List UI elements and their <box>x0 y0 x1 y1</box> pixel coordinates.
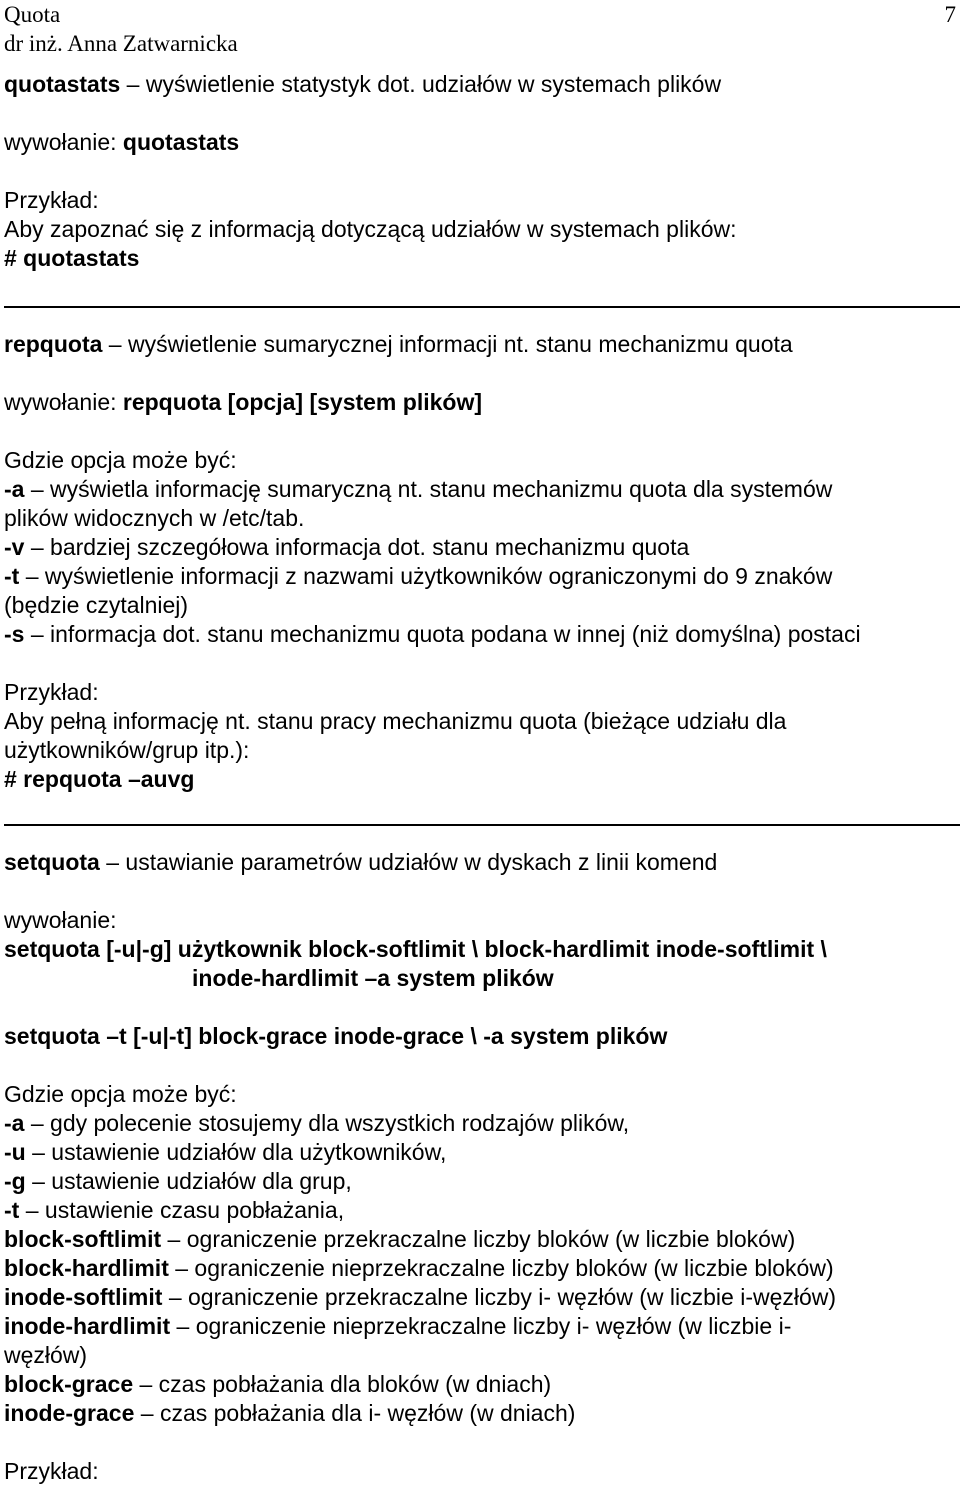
setquota-heading <box>4 848 956 877</box>
option-description: – czas pobłażania dla bloków (w dniach) <box>133 1371 552 1397</box>
option-description: – ustawienie udziałów dla użytkowników, <box>25 1139 447 1165</box>
command-name: quotastats <box>4 71 121 97</box>
option-description: – ograniczenie nieprzekraczalne liczby bloków (w liczbie bloków) <box>168 1255 834 1281</box>
option-flag: -v <box>4 534 25 560</box>
quotastats-call <box>4 128 956 157</box>
example-label: Przykład: <box>4 187 99 213</box>
option-description: – informacja dot. stanu mechanizmu quota podana w innej (niż domyślna) postaci <box>24 621 861 647</box>
document-title: Quota <box>4 2 61 27</box>
document-author: dr inż. Anna Zatwarnicka <box>4 31 238 56</box>
command-description: – ustawianie parametrów udziałów w dyskach z linii komend <box>99 849 718 875</box>
option-description: – bardziej szczegółowa informacja dot. stanu mechanizmu quota <box>24 534 690 560</box>
option-description: – wyświetla informację sumaryczną nt. stanu mechanizmu quota dla systemów <box>24 476 833 502</box>
option-flag: -t <box>4 1197 20 1223</box>
option-flag: -u <box>4 1139 26 1165</box>
example-label: Przykład: <box>4 679 99 705</box>
call-syntax: quotastats <box>122 129 240 155</box>
option-description: – czas pobłażania dla i- węzłów (w dniach) <box>134 1400 576 1426</box>
option-item <box>4 1283 956 1312</box>
example-text: użytkowników/grup itp.): <box>4 737 250 763</box>
repquota-call <box>4 388 956 417</box>
option-description: – ograniczenie przekraczalne liczby bloków (w liczbie bloków) <box>161 1226 796 1252</box>
option-item <box>4 1370 956 1399</box>
option-description: – ustawienie czasu pobłażania, <box>19 1197 345 1223</box>
option-item <box>4 1138 956 1167</box>
option-continuation: plików widocznych w /etc/tab. <box>4 505 305 531</box>
call-syntax-continuation: inode-hardlimit –a system plików <box>192 965 554 991</box>
example-label: Przykład: <box>4 1458 99 1484</box>
quotastats-heading <box>4 70 956 99</box>
command-name: setquota <box>4 849 100 875</box>
call-label: wywołanie: <box>4 907 117 933</box>
option-item <box>4 1196 956 1225</box>
option-item <box>4 1399 956 1428</box>
page-content <box>4 70 956 1486</box>
command-description: – wyświetlenie sumarycznej informacji nt. stanu mechanizmu quota <box>102 331 793 357</box>
option-flag: -a <box>4 476 25 502</box>
example-text: Aby pełną informację nt. stanu pracy mechanizmu quota (bieżące udziału dla <box>4 708 787 734</box>
option-flag: -g <box>4 1168 26 1194</box>
option-item <box>4 1167 956 1196</box>
option-item <box>4 1312 956 1341</box>
option-description: – gdy polecenie stosujemy dla wszystkich rodzajów plików, <box>24 1110 630 1136</box>
option-description: – wyświetlenie informacji z nazwami użytkowników ograniczonymi do 9 znaków <box>19 563 833 589</box>
option-item <box>4 533 956 562</box>
options-label: Gdzie opcja może być: <box>4 1081 237 1107</box>
option-flag: -a <box>4 1110 25 1136</box>
option-item <box>4 562 956 591</box>
option-flag: -t <box>4 563 20 589</box>
option-flag: inode-hardlimit <box>4 1313 171 1339</box>
example-command: # repquota –auvg <box>4 766 195 792</box>
call-syntax: setquota [-u|-g] użytkownik block-softlimit \ block-hardlimit inode-softlimit \ <box>4 936 827 962</box>
option-continuation: (będzie czytalniej) <box>4 592 189 618</box>
repquota-heading <box>4 330 956 359</box>
call-label: wywołanie: <box>4 389 123 415</box>
option-description: – ustawienie udziałów dla grup, <box>25 1168 352 1194</box>
option-flag: block-softlimit <box>4 1226 162 1252</box>
example-text: Aby zapoznać się z informacją dotyczącą udziałów w systemach plików: <box>4 216 737 242</box>
option-continuation: węzłów) <box>4 1342 88 1368</box>
option-item <box>4 1225 956 1254</box>
call-label: wywołanie: <box>4 129 123 155</box>
option-flag: block-hardlimit <box>4 1255 169 1281</box>
option-flag: block-grace <box>4 1371 134 1397</box>
page-number: 7 <box>944 2 956 27</box>
example-command: # quotastats <box>4 245 140 271</box>
option-item <box>4 1254 956 1283</box>
option-description: – ograniczenie przekraczalne liczby i- węzłów (w liczbie i-węzłów) <box>162 1284 837 1310</box>
option-flag: inode-grace <box>4 1400 135 1426</box>
options-label: Gdzie opcja może być: <box>4 447 237 473</box>
option-item <box>4 620 956 649</box>
option-description: – ograniczenie nieprzekraczalne liczby i- węzłów (w liczbie i- <box>170 1313 792 1339</box>
option-flag: -s <box>4 621 25 647</box>
call-syntax-grace: setquota –t [-u|-t] block-grace inode-grace \ -a system plików <box>4 1023 668 1049</box>
option-item <box>4 475 956 504</box>
call-syntax: repquota [opcja] [system plików] <box>122 389 482 415</box>
page-header <box>4 0 956 58</box>
option-item <box>4 1109 956 1138</box>
command-name: repquota <box>4 331 103 357</box>
option-flag: inode-softlimit <box>4 1284 163 1310</box>
command-description: – wyświetlenie statystyk dot. udziałów w systemach plików <box>120 71 722 97</box>
